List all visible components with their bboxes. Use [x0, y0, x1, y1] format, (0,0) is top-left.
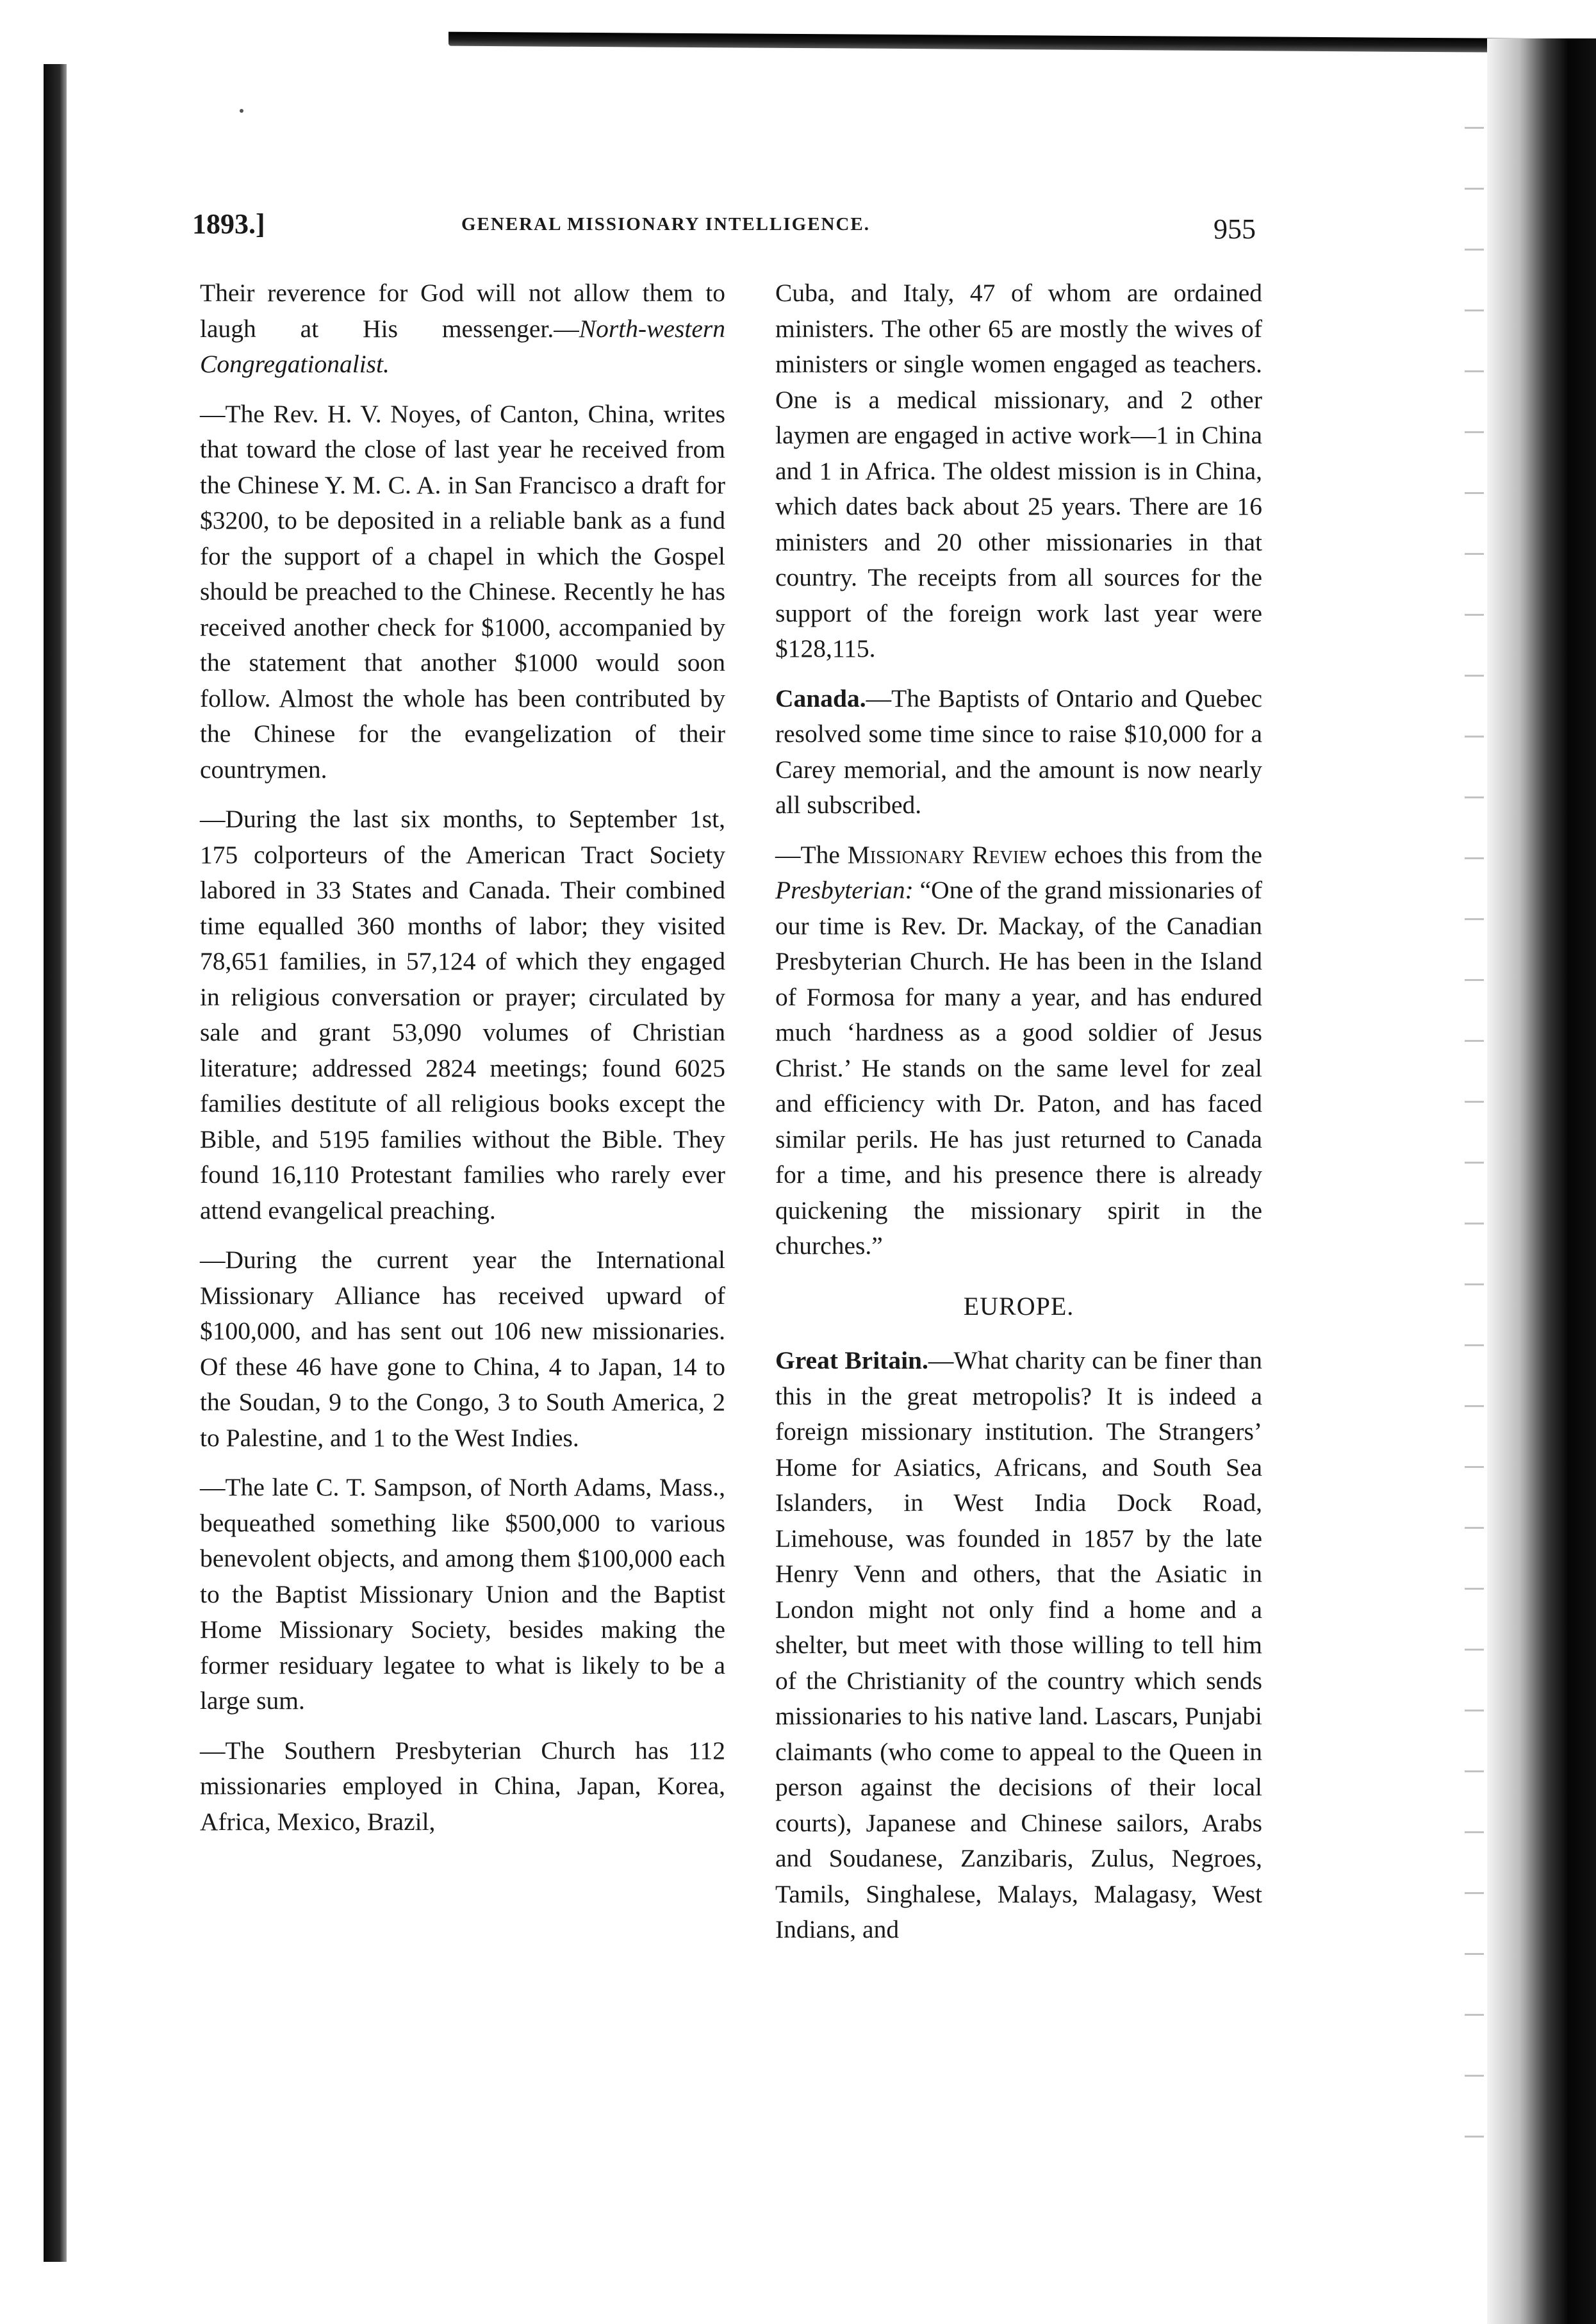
paragraph-great-britain [775, 1343, 1262, 1948]
right-column [775, 276, 1262, 1948]
text-fragment: echoes this from the [1046, 840, 1262, 869]
paragraph-lead: Great Britain. [775, 1346, 928, 1374]
paragraph-southern-presbyterian: —The Southern Presbyterian Church has 112 missionaries employed in China, Japan, Korea, Africa, Mexico, Brazil, [200, 1736, 725, 1836]
paragraph-mackay [775, 837, 1262, 1264]
paragraph-text: Their reverence for God will not allow them to laugh at His messenger.— [200, 279, 725, 343]
scan-right-edge [1487, 38, 1596, 2324]
page-number: 955 [1213, 213, 1256, 245]
header-year: 1893.] [192, 208, 265, 240]
left-column [200, 276, 725, 1840]
paragraph-noyes: —The Rev. H. V. Noyes, of Canton, China, writes that toward the close of last year he received from the Chinese Y. M. C. A. in San Francisco a draft for $3200, to be deposited in a reliable bank as a fund for the support of a chapel in which the Gospel should be preached to the Chinese. Recently he has received another check for $1000, accompanied by the statement that another $1000 would soon follow. Almost the whole has been contributed by the Chinese for the evangelization of their countrymen. [200, 399, 725, 784]
running-header [192, 204, 1256, 245]
paragraph-missionary-alliance: —During the current year the International Missionary Alliance has received upward of $100,000, and has sent out 106 new missionaries. Of these 46 have gone to China, 4 to Japan, 14 to the Soudan, 9 to the Congo, 3 to South America, 2 to Palestine, and 1 to the West Indies. [200, 1246, 725, 1452]
section-heading: EUROPE. [963, 1291, 1074, 1321]
paragraph-lead: Canada. [775, 684, 866, 713]
paragraph-continued: Cuba, and Italy, 47 of whom are ordained ministers. The other 65 are mostly the wives of ministers or single women engaged as teachers. One is a medical missionary, and 2 other laymen are engaged in active work—1 in China and 1 in Africa. The oldest mission is in China, which dates back about 25 years. There are 16 ministers and 20 other missionaries in that country. The receipts from all sources for the support of the foreign work last year were $128,115. [775, 279, 1262, 663]
paragraph-text: —The Baptists of Ontario and Quebec resolved some time since to raise $10,000 for a Carey memorial, and the amount is now nearly all subscribed. [775, 684, 1262, 819]
paragraph-canada [775, 681, 1262, 823]
source-citation: North-western Congregationalist. [200, 314, 725, 378]
header-running-title: GENERAL MISSIONARY INTELLIGENCE. [461, 214, 871, 235]
paragraph-sampson: —The late C. T. Sampson, of North Adams, Mass., bequeathed something like $500,000 to various benevolent objects, and among them $100,000 each to the Baptist Missionary Union and the Baptist Home Missionary Society, besides making the former residuary legatee to what is likely to be a large sum. [200, 1473, 725, 1715]
paragraph [200, 276, 725, 383]
source-citation: Presbyterian: [775, 876, 914, 904]
paragraph-text: —What charity can be finer than this in the great metropolis? It is indeed a foreign missionary institution. The Strangers’ Home for Asiatics, Africans, and South Sea Islanders, in West India Dock Road, Limehouse, was founded in 1857 by the late Henry Venn and others, that the Asiatic in London might not only find a home and a shelter, but meet with those willing to tell him of the Christianity of the country which sends missionaries to his native land. Lascars, Punjabi claimants (who come to appeal to the Queen in person against the decisions of their local courts), Japanese and Chinese sailors, Arabs and Soudanese, Zanzibaris, Zulus, Negroes, Tamils, Singhalese, Malays, Malagasy, West Indians, and [775, 1346, 1262, 1943]
binding-shadow [44, 64, 67, 2262]
scan-dot [240, 109, 243, 113]
text-fragment: —The [775, 840, 848, 869]
paragraph-tract-society: —During the last six months, to September 1st, 175 colporteurs of the American Tract Society labored in 33 States and Canada. Their combined time equalled 360 months of labor; they visited 78,651 families, in 57,124 of which they engaged in religious conversation or prayer; circulated by sale and grant 53,090 volumes of Christian literature; addressed 2824 meetings; found 6025 families destitute of all religious books except the Bible, and 5195 families without the Bible. They found 16,110 Protestant families who rarely ever attend evangelical preaching. [200, 805, 725, 1224]
text-fragment: “One of the grand missionaries of our time is Rev. Dr. Mackay, of the Canadian Presbyterian Church. He has been in the Island of Formosa for many a year, and has endured much ‘hardness as a good soldier of Jesus Christ.’ He stands on the same level for zeal and efficiency with Dr. Paton, and has faced similar perils. He has just returned to Canada for a time, and his presence there is already quickening the missionary spirit in the churches.” [775, 876, 1262, 1260]
scan-top-edge [448, 32, 1570, 53]
review-title: Missionary Review [847, 840, 1047, 869]
scan-specks [1465, 103, 1484, 2185]
